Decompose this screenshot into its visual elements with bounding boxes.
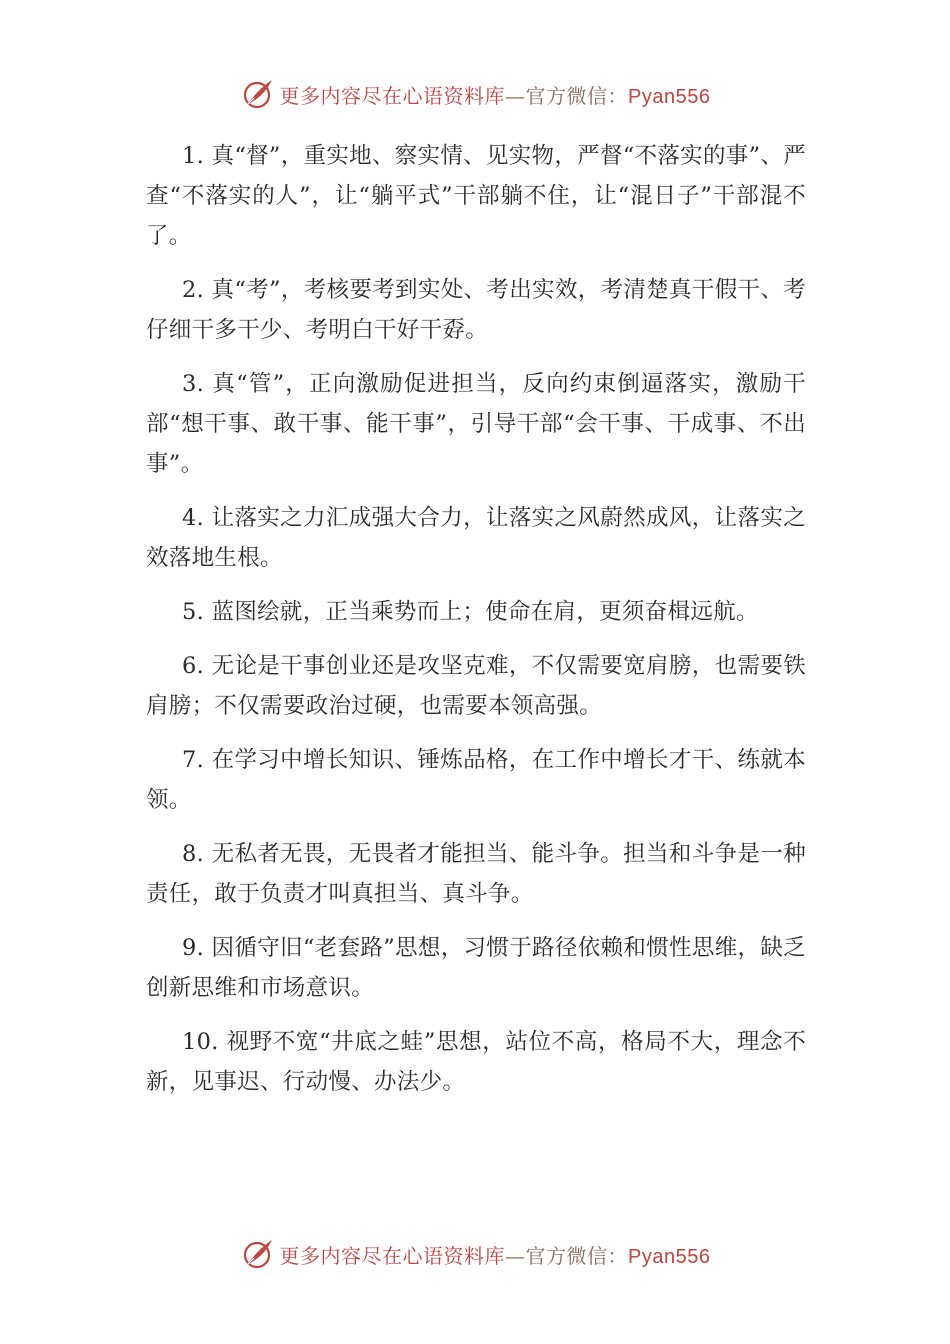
paragraph-2: 2. 真“考”，考核要考到实处、考出实效，考清楚真干假干、考仔细干多干少、考明白干好干孬。 (146, 277, 806, 343)
paragraph-1: 1. 真“督”，重实地、察实情、见实物，严督“不落实的事”、严查“不落实的人”，让“躺平式”干部躺不住，让“混日子”干部混不了。 (146, 143, 806, 249)
quill-logo-icon (240, 1236, 276, 1272)
banner-text (280, 1240, 711, 1269)
banner-text (280, 80, 711, 109)
paragraph-8: 8. 无私者无畏，无畏者才能担当、能斗争。担当和斗争是一种责任，敢于负责才叫真担当、真斗争。 (146, 841, 806, 907)
banner-wechat-id: Pyan556 (628, 85, 711, 108)
paragraph-7: 7. 在学习中增长知识、锤炼品格，在工作中增长才干、练就本领。 (146, 747, 806, 813)
banner-wechat-label: —官方微信： (505, 1243, 629, 1268)
banner-site-name: 更多内容尽在心语资料库 (279, 83, 506, 108)
paragraph-6: 6. 无论是干事创业还是攻坚克难，不仅需要宽肩膀，也需要铁肩膀；不仅需要政治过硬，也需要本领高强。 (146, 653, 806, 719)
paragraph-9: 9. 因循守旧“老套路”思想，习惯于路径依赖和惯性思维，缺乏创新思维和市场意识。 (146, 935, 806, 1001)
quill-logo-icon (240, 76, 276, 112)
banner-site-name: 更多内容尽在心语资料库 (279, 1243, 506, 1268)
paragraph-5: 5. 蓝图绘就，正当乘势而上；使命在肩，更须奋楫远航。 (182, 599, 759, 625)
document-body (146, 136, 806, 1116)
paragraph-10: 10. 视野不宽“井底之蛙”思想，站位不高，格局不大，理念不新，见事迟、行动慢、办法少。 (146, 1029, 806, 1095)
footer-banner (0, 1232, 950, 1276)
banner-wechat-id: Pyan556 (628, 1245, 711, 1268)
paragraph-3: 3. 真“管”，正向激励促进担当，反向约束倒逼落实，激励干部“想干事、敢干事、能干事”，引导干部“会干事、干成事、不出事”。 (146, 371, 806, 477)
banner-wechat-label: —官方微信： (505, 83, 629, 108)
paragraph-4: 4. 让落实之力汇成强大合力，让落实之风蔚然成风，让落实之效落地生根。 (146, 505, 806, 571)
header-banner (0, 72, 950, 116)
